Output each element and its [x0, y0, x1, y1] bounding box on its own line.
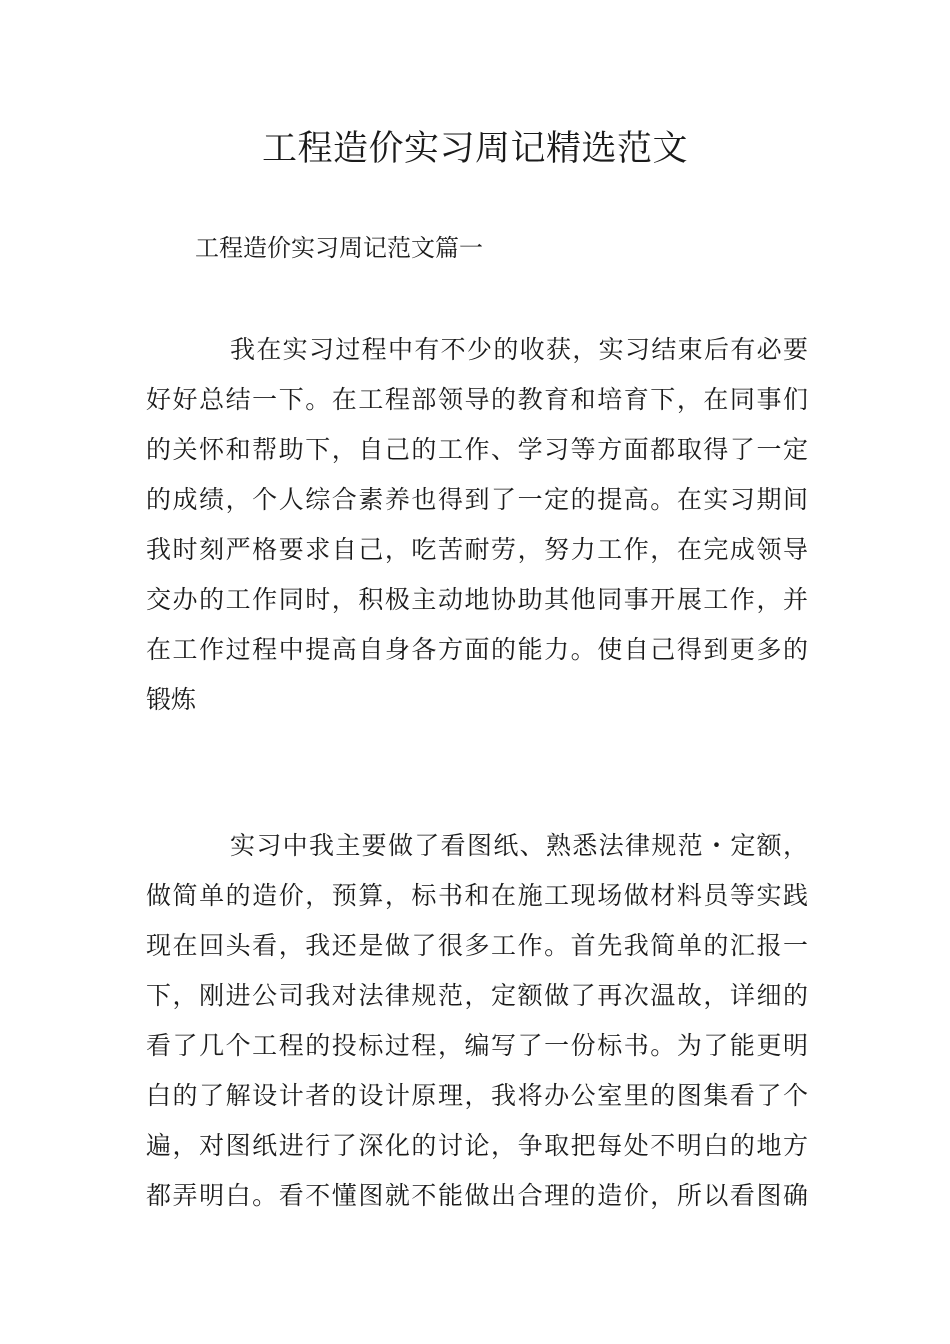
text-line: 都弄明白。看不懂图就不能做出合理的造价，所以看图确 [146, 1181, 808, 1210]
text-line: 的关怀和帮助下，自己的工作、学习等方面都取得了一定 [146, 435, 808, 464]
text-line: 现在回头看，我还是做了很多工作。首先我简单的汇报一 [146, 931, 808, 960]
section-heading: 工程造价实习周记范文篇一 [195, 234, 483, 262]
text-line: 的成绩，个人综合素养也得到了一定的提高。在实习期间 [146, 485, 808, 514]
text-line: 好好总结一下。在工程部领导的教育和培育下，在同事们 [146, 385, 808, 414]
document-title: 工程造价实习周记精选范文 [261, 129, 688, 169]
paragraph-1 [146, 325, 808, 725]
text-line: 下，刚进公司我对法律规范，定额做了再次温故，详细的 [146, 981, 808, 1010]
text-line: 遍，对图纸进行了深化的讨论，争取把每处不明白的地方 [146, 1131, 808, 1160]
text-line: 在工作过程中提高自身各方面的能力。使自己得到更多的 [146, 635, 808, 664]
text-line: 我时刻严格要求自己，吃苦耐劳，努力工作，在完成领导 [146, 535, 808, 564]
text-line: 做简单的造价，预算，标书和在施工现场做材料员等实践 [146, 881, 808, 910]
text-line: 白的了解设计者的设计原理，我将办公室里的图集看了个 [146, 1081, 808, 1110]
text-line: 看了几个工程的投标过程，编写了一份标书。为了能更明 [146, 1031, 808, 1060]
text-line: 锻炼 [146, 685, 197, 714]
text-line: 实习中我主要做了看图纸、熟悉法律规范・定额， [230, 831, 808, 860]
text-line: 交办的工作同时，积极主动地协助其他同事开展工作，并 [146, 585, 808, 614]
text-line: 我在实习过程中有不少的收获，实习结束后有必要 [230, 335, 808, 364]
paragraph-2 [146, 821, 808, 1221]
